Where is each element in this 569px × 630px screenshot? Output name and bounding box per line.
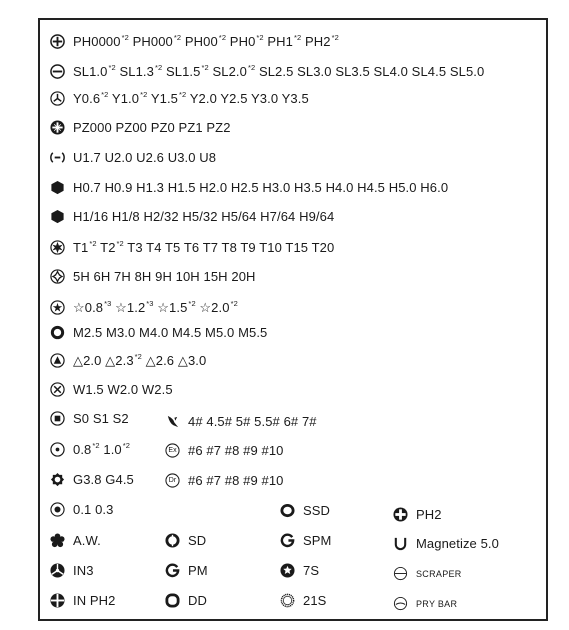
u-type-icon	[50, 150, 65, 165]
ex-sizes: #6 #7 #8 #9 #10	[188, 443, 284, 458]
dd-icon	[165, 593, 180, 608]
fork-sizes: 4# 4.5# 5# 5.5# 6# 7#	[188, 414, 317, 429]
row-fork	[165, 414, 317, 429]
row-torx	[50, 239, 334, 255]
row-seven-star	[280, 563, 319, 578]
in3-label: IN3	[73, 563, 94, 578]
dd-label: DD	[188, 593, 207, 608]
triple-square-icon	[50, 269, 65, 284]
row-center-dot	[50, 441, 130, 457]
ex-icon-label: Ex	[168, 447, 177, 454]
pentalobe-sizes: ☆0.8$^{*3}$ ☆1.2$^{*3}$ ☆1.5$^{*2}$ ☆2.0$^{*2}$	[73, 299, 238, 315]
fork-icon	[165, 414, 180, 429]
phillips-sizes: PH0000$^{*2}$ PH000$^{*2}$ PH00$^{*2}$ PH0$^{*2}$ PH1$^{*2}$ PH2$^{*2}$	[73, 33, 339, 49]
sd-icon	[165, 533, 180, 548]
row-ring	[50, 325, 267, 340]
target-icon	[50, 502, 65, 517]
slotted-sizes: SL1.0$^{*2}$ SL1.3$^{*2}$ SL1.5$^{*2}$ SL2.0$^{*2}$ SL2.5 SL3.0 SL3.5 SL4.0 SL4.5 SL5.0	[73, 63, 485, 79]
triangle-icon	[50, 353, 65, 368]
triple-square-sizes: 5H 6H 7H 8H 9H 10H 15H 20H	[73, 269, 256, 284]
flower-icon	[50, 533, 65, 548]
torx-sizes: T1$^{*2}$ T2$^{*2}$ T3 T4 T5 T6 T7 T8 T9 T10 T15 T20	[73, 239, 335, 255]
row-triangle	[50, 352, 206, 369]
dr-icon-label: Dr	[168, 477, 177, 484]
magnetize-label: Magnetize 5.0	[416, 536, 499, 551]
seven-star-label: 7S	[303, 563, 320, 578]
row-pry-bar	[393, 596, 457, 611]
row-scraper	[393, 566, 462, 581]
magnet-icon	[393, 536, 408, 551]
row-dd	[165, 593, 207, 608]
row-ssd	[280, 503, 330, 518]
hex-inch-sizes: H1/16 H1/8 H2/32 H5/32 H5/64 H7/64 H9/64	[73, 209, 335, 224]
row-target	[50, 502, 113, 517]
row-hex-inch	[50, 209, 334, 224]
gear-hex-icon	[50, 472, 65, 487]
hex-icon	[50, 180, 65, 195]
row-phillips	[50, 33, 339, 49]
bit-list-frame	[38, 18, 548, 621]
aw-label: A.W.	[73, 533, 101, 548]
pozidriv-icon	[50, 120, 65, 135]
row-gear-hex	[50, 472, 134, 487]
spline-icon	[280, 593, 295, 608]
row-slotted	[50, 63, 484, 79]
cross-circle-sizes: W1.5 W2.0 W2.5	[73, 382, 173, 397]
dr-icon	[165, 473, 180, 488]
scraper-icon	[393, 566, 408, 581]
row-ph2-bold	[393, 507, 442, 522]
tri-wing-y-sizes: Y0.6$^{*2}$ Y1.0$^{*2}$ Y1.5$^{*2}$ Y2.0 Y2.5 Y3.0 Y3.5	[73, 90, 309, 106]
gear-hex-sizes: G3.8 G4.5	[73, 472, 134, 487]
slotted-icon	[50, 64, 65, 79]
row-pentalobe	[50, 299, 238, 316]
ring-sizes: M2.5 M3.0 M4.0 M4.5 M5.0 M5.5	[73, 325, 268, 340]
pm-icon	[165, 563, 180, 578]
row-inner-phillips	[50, 593, 116, 608]
ph2-label: PH2	[416, 507, 442, 522]
dr-sizes: #6 #7 #8 #9 #10	[188, 473, 284, 488]
ssd-icon	[280, 503, 295, 518]
row-square	[50, 411, 129, 426]
pry-bar-icon	[393, 596, 408, 611]
target-sizes: 0.1 0.3	[73, 502, 114, 517]
ex-icon	[165, 443, 180, 458]
row-dr	[165, 473, 283, 488]
row-u-type	[50, 150, 216, 165]
row-pozidriv	[50, 120, 231, 135]
phillips-bold-icon	[393, 507, 408, 522]
row-magnet	[393, 536, 499, 551]
row-pm	[165, 563, 208, 578]
u-type-sizes: U1.7 U2.0 U2.6 U3.0 U8	[73, 150, 217, 165]
square-sizes: S0 S1 S2	[73, 411, 129, 426]
spline-label: 21S	[303, 593, 327, 608]
in-ph2-label: IN PH2	[73, 593, 116, 608]
pm-label: PM	[188, 563, 208, 578]
pry-bar-label: PRY BAR	[416, 598, 458, 609]
row-spline	[280, 593, 326, 608]
row-flower	[50, 533, 101, 548]
row-triple-square	[50, 269, 256, 284]
row-hex	[50, 180, 448, 195]
row-three-wing	[50, 563, 94, 578]
phillips-icon	[50, 34, 65, 49]
torx-icon	[50, 240, 65, 255]
inner-phillips-icon	[50, 593, 65, 608]
sd-label: SD	[188, 533, 207, 548]
pentalobe-icon	[50, 300, 65, 315]
row-spm	[280, 533, 331, 548]
ssd-label: SSD	[303, 503, 331, 518]
hex-sizes: H0.7 H0.9 H1.3 H1.5 H2.0 H2.5 H3.0 H3.5 H4.0 H4.5 H5.0 H6.0	[73, 180, 449, 195]
pozidriv-sizes: PZ000 PZ00 PZ0 PZ1 PZ2	[73, 120, 231, 135]
row-tri-wing-y	[50, 90, 309, 106]
ring-icon	[50, 325, 65, 340]
seven-star-icon	[280, 563, 295, 578]
triangle-sizes: △2.0 △2.3$^{*2}$ △2.6 △3.0	[73, 352, 207, 368]
tri-wing-y-icon	[50, 91, 65, 106]
cross-circle-icon	[50, 382, 65, 397]
spm-label: SPM	[303, 533, 332, 548]
row-ex	[165, 443, 283, 458]
row-cross-circle	[50, 382, 173, 397]
spm-icon	[280, 533, 295, 548]
square-icon	[50, 411, 65, 426]
hex-inch-icon	[50, 209, 65, 224]
center-dot-icon	[50, 442, 65, 457]
three-wing-icon	[50, 563, 65, 578]
center-dot-sizes: 0.8$^{*2}$ 1.0$^{*2}$	[73, 441, 131, 457]
scraper-label: SCRAPER	[416, 568, 462, 579]
row-sd	[165, 533, 206, 548]
